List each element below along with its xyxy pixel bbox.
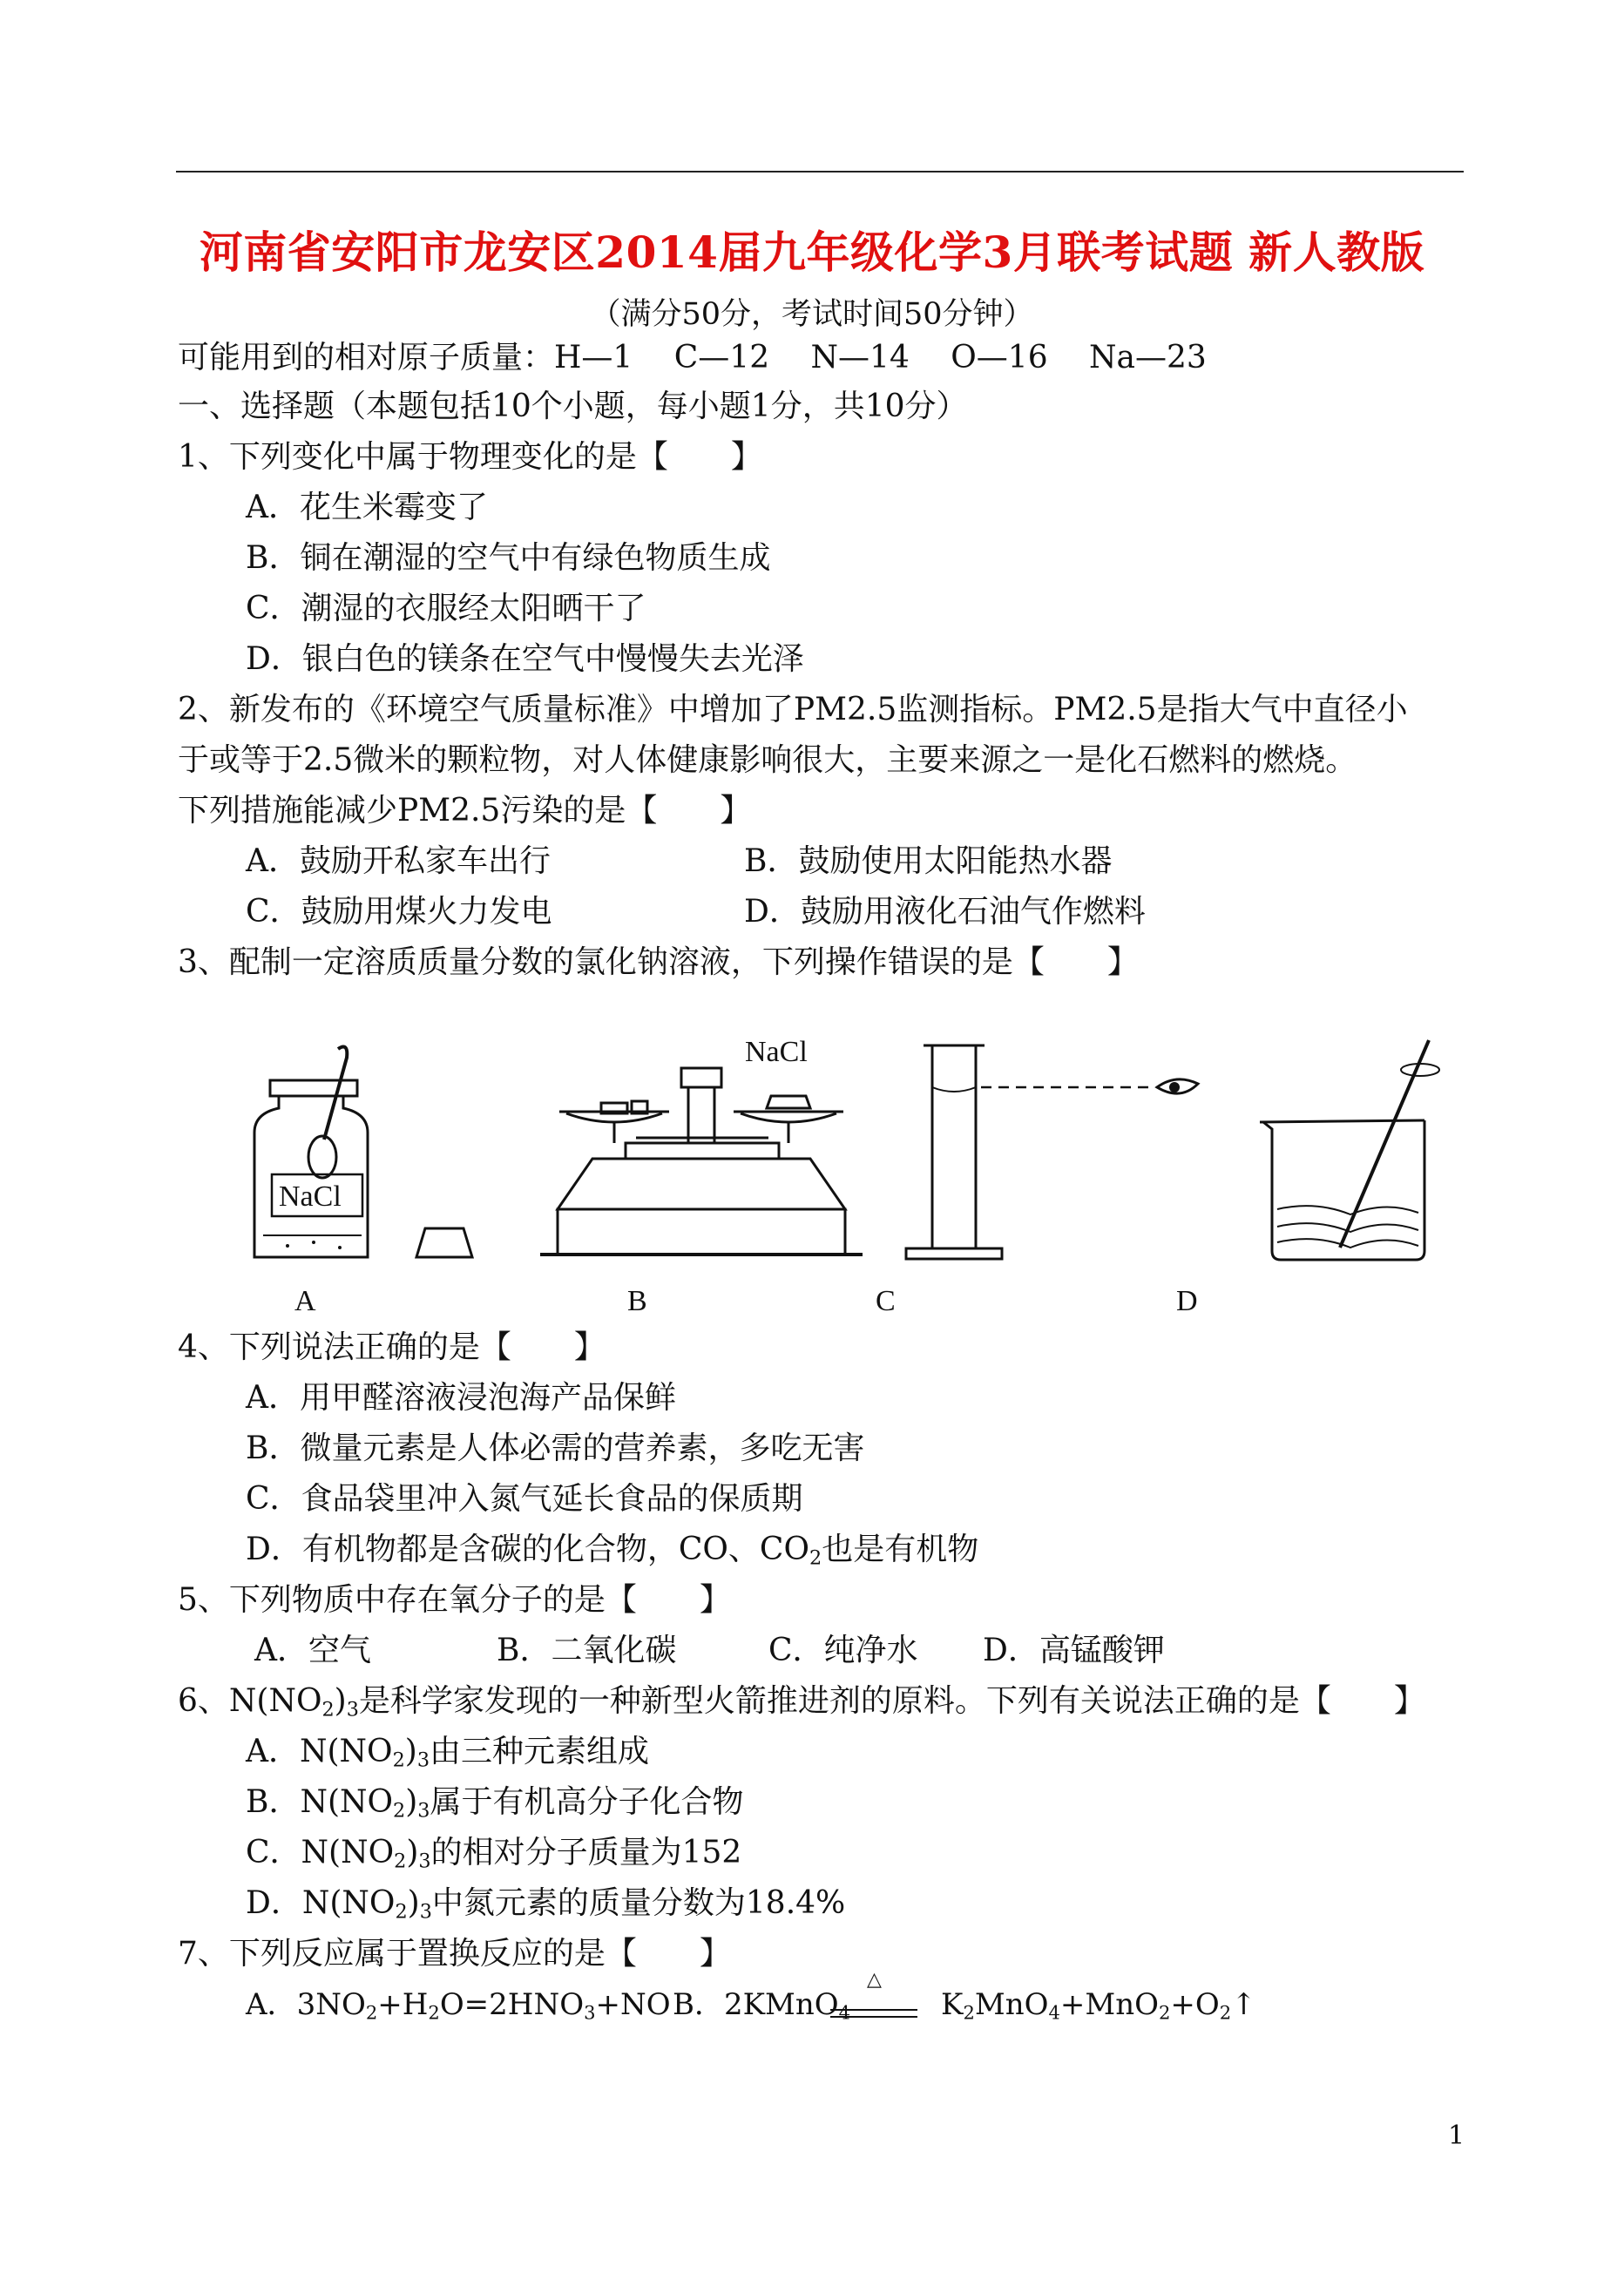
q4-stem: 4、下列说法正确的是【 】 <box>178 1329 606 1365</box>
q6-option-d: D．$N(NO_2)_3$中氮元素的质量分数为18.4% <box>246 1885 846 1924</box>
q1-option-c: C．潮湿的衣服经太阳晒干了 <box>246 591 646 626</box>
q2-stem-line2: 于或等于2.5微米的颗粒物，对人体健康影响很大，主要来源之一是化石燃料的燃烧。 <box>178 742 1357 778</box>
balance-icon <box>540 1068 863 1255</box>
q5-option-d: D．高锰酸钾 <box>983 1633 1165 1668</box>
q6-option-c: C．$N(NO_2)_3$的相对分子质量为152 <box>246 1835 742 1873</box>
page-number: 1 <box>1448 2121 1465 2151</box>
q2-option-a: A．鼓励开私家车出行 <box>246 843 551 879</box>
q3-stem: 3、配制一定溶质质量分数的氯化钠溶液，下列操作错误的是【 】 <box>178 944 1139 980</box>
graduated-cylinder-icon <box>906 1045 1198 1259</box>
q7-option-b: B．2KMnO$_4$ $K_2MnO_4+MnO_2+O_2↑$ <box>673 1987 1256 2024</box>
q5-option-a: A．空气 <box>254 1633 371 1668</box>
q4-option-c: C．食品袋里冲入氮气延长食品的保质期 <box>246 1481 803 1517</box>
equation-double-line-top <box>830 2009 917 2011</box>
q6-option-b: B．$N(NO_2)_3$属于有机高分子化合物 <box>246 1784 744 1823</box>
balance-label: NaCl <box>745 1036 808 1068</box>
header-rule <box>176 171 1464 172</box>
q5-stem: 5、下列物质中存在氧分子的是【 】 <box>178 1582 731 1618</box>
q6-option-a: A．$N(NO_2)_3$由三种元素组成 <box>246 1734 650 1772</box>
q5-option-b: B．二氧化碳 <box>497 1633 677 1668</box>
q1-option-b: B．铜在潮湿的空气中有绿色物质生成 <box>246 540 771 576</box>
lab-operations-figure <box>235 1035 1472 1288</box>
exam-subtitle: （满分50分，考试时间50分钟） <box>590 297 1034 332</box>
bottle-label: NaCl <box>279 1180 342 1213</box>
q5-option-c: C．纯净水 <box>768 1633 918 1668</box>
figure-label-b: B <box>627 1285 647 1317</box>
equation-double-line-bottom <box>830 2016 917 2018</box>
q4-option-b: B．微量元素是人体必需的营养素，多吃无害 <box>246 1431 865 1466</box>
q6-stem: 6、$N(NO_2)_3$是科学家发现的一种新型火箭推进剂的原料。下列有关说法正确的是【 】 <box>178 1683 1425 1721</box>
q2-option-b: B．鼓励使用太阳能热水器 <box>744 843 1113 879</box>
q7-stem: 7、下列反应属于置换反应的是【 】 <box>178 1936 731 1972</box>
q1-stem: 1、下列变化中属于物理变化的是【 】 <box>178 439 762 475</box>
q4-option-a: A．用甲醛溶液浸泡海产品保鲜 <box>246 1380 676 1416</box>
exam-title: 河南省安阳市龙安区2014届九年级化学3月联考试题 新人教版 <box>199 227 1425 278</box>
q1-option-d: D．银白色的镁条在空气中慢慢失去光泽 <box>246 641 804 677</box>
heat-triangle-symbol: △ <box>867 1969 882 1991</box>
q2-option-c: C．鼓励用煤火力发电 <box>246 894 552 930</box>
section-heading: 一、选择题（本题包括10个小题，每小题1分，共10分） <box>178 389 968 424</box>
q2-stem-line3: 下列措施能减少PM2.5污染的是【 】 <box>178 793 752 829</box>
reagent-bottle-icon <box>254 1047 368 1257</box>
figure-label-a: A <box>294 1285 316 1317</box>
beaker-icon <box>1260 1040 1439 1260</box>
q1-option-a: A．花生米霉变了 <box>246 490 488 525</box>
stopper-icon <box>416 1228 472 1257</box>
atomic-masses: 可能用到的相对原子质量：H—1 C—12 N—14 O—16 Na—23 <box>178 340 1207 375</box>
figure-label-c: C <box>876 1285 896 1317</box>
q4-option-d: D．有机物都是含碳的化合物，CO、$CO_2$也是有机物 <box>246 1532 979 1570</box>
q2-stem-line1: 2、新发布的《环境空气质量标准》中增加了PM2.5监测指标。PM2.5是指大气中直径小 <box>178 692 1408 727</box>
figure-label-d: D <box>1176 1285 1198 1317</box>
q2-option-d: D．鼓励用液化石油气作燃料 <box>744 894 1146 930</box>
q7-option-a: A．$3NO_2+H_2O=2HNO_3+NO$ <box>246 1987 671 2024</box>
